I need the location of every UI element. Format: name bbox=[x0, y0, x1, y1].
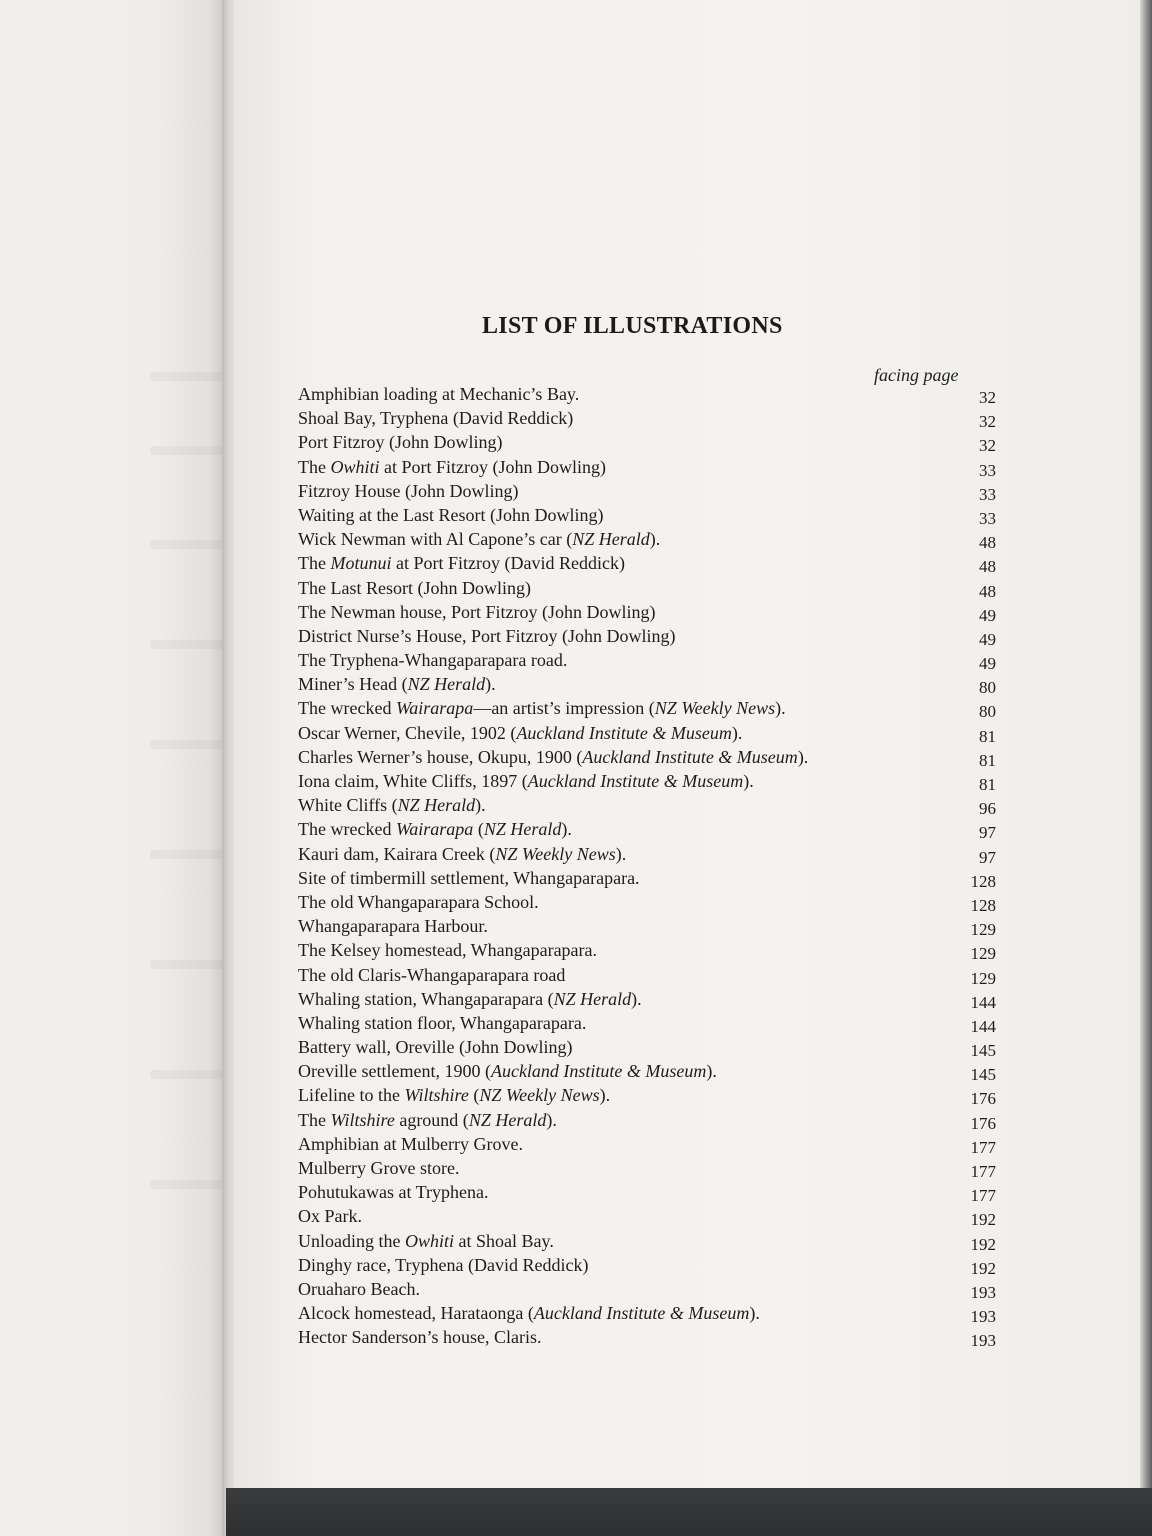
facing-page-number: 193 bbox=[970, 1282, 996, 1302]
bleed-through-text bbox=[150, 640, 226, 649]
facing-page-number: 49 bbox=[979, 654, 996, 674]
caption-segment: ). bbox=[706, 1061, 717, 1082]
facing-page-number: 129 bbox=[970, 944, 996, 964]
list-item bbox=[298, 1083, 998, 1107]
caption-segment: Mulberry Grove store. bbox=[298, 1158, 460, 1178]
caption-italic-segment: NZ Herald bbox=[483, 819, 562, 840]
facing-page-number: 49 bbox=[979, 605, 996, 625]
facing-page-number: 177 bbox=[970, 1137, 996, 1157]
caption-italic-segment: Motunui bbox=[330, 553, 392, 574]
caption-segment: at Shoal Bay. bbox=[454, 1230, 554, 1251]
illustration-caption bbox=[298, 527, 660, 551]
facing-page-number: 145 bbox=[970, 1041, 996, 1061]
caption-segment: Port Fitzroy (John Dowling) bbox=[298, 432, 503, 453]
list-item bbox=[298, 527, 998, 551]
caption-segment: ). bbox=[649, 529, 661, 550]
caption-segment: ). bbox=[743, 771, 754, 791]
illustration-caption bbox=[298, 866, 640, 890]
illustration-caption bbox=[298, 1253, 588, 1277]
illustration-caption bbox=[298, 406, 573, 430]
facing-page-number: 192 bbox=[970, 1210, 996, 1230]
list-item bbox=[298, 479, 998, 503]
caption-italic-segment: NZ Herald bbox=[572, 529, 650, 550]
facing-page-number: 177 bbox=[970, 1186, 996, 1206]
list-item bbox=[298, 600, 998, 624]
list-item bbox=[298, 817, 998, 841]
bleed-through-text bbox=[150, 850, 226, 859]
list-item bbox=[298, 1204, 998, 1228]
facing-page-number: 32 bbox=[979, 412, 996, 432]
caption-italic-segment: Auckland Institute & Museum bbox=[527, 771, 744, 791]
list-item bbox=[298, 672, 998, 696]
caption-segment: Site of timbermill settlement, Whangaparapara. bbox=[298, 867, 640, 888]
list-item bbox=[298, 1035, 998, 1059]
illustration-caption bbox=[298, 1204, 362, 1228]
caption-segment: ). bbox=[615, 843, 627, 864]
caption-segment: at Port Fitzroy (David Reddick) bbox=[391, 553, 625, 574]
caption-segment: —an artist’s impression ( bbox=[473, 698, 655, 719]
caption-italic-segment: Auckland Institute & Museum bbox=[490, 1061, 707, 1082]
caption-segment: Battery wall, Oreville (John Dowling) bbox=[298, 1037, 573, 1058]
list-item bbox=[298, 914, 998, 938]
facing-page-number: 128 bbox=[970, 871, 996, 891]
list-item bbox=[298, 769, 998, 793]
list-item bbox=[298, 430, 998, 454]
facing-page-number: 177 bbox=[970, 1162, 996, 1181]
caption-italic-segment: Wiltshire bbox=[404, 1085, 469, 1106]
caption-segment: The wrecked bbox=[298, 698, 396, 719]
facing-page-number: 32 bbox=[979, 388, 996, 407]
illustration-caption bbox=[298, 455, 606, 479]
illustration-caption bbox=[298, 842, 626, 866]
list-item bbox=[298, 1180, 998, 1204]
list-item bbox=[298, 793, 998, 817]
caption-segment: ). bbox=[561, 819, 572, 840]
caption-italic-segment: Owhiti bbox=[330, 456, 380, 477]
caption-segment: Whaling station floor, Whangaparapara. bbox=[298, 1012, 587, 1033]
caption-segment: at Port Fitzroy (John Dowling) bbox=[379, 456, 606, 477]
facing-page-number: 97 bbox=[979, 847, 996, 867]
list-item bbox=[298, 1156, 998, 1180]
facing-page-number: 48 bbox=[979, 557, 996, 577]
illustration-caption bbox=[298, 430, 503, 454]
facing-page-number: 144 bbox=[970, 1016, 996, 1036]
facing-page-number: 145 bbox=[970, 1065, 996, 1085]
list-item bbox=[298, 648, 998, 672]
facing-page-number: 81 bbox=[979, 726, 996, 746]
illustration-caption bbox=[298, 696, 786, 720]
list-item bbox=[298, 890, 998, 914]
facing-page-number: 128 bbox=[970, 895, 996, 915]
illustration-caption bbox=[298, 576, 531, 600]
illustration-caption bbox=[298, 793, 486, 817]
list-item bbox=[298, 551, 998, 575]
caption-segment: Dinghy race, Tryphena (David Reddick) bbox=[298, 1254, 589, 1275]
illustration-caption bbox=[298, 1132, 523, 1156]
facing-page-number: 192 bbox=[970, 1258, 996, 1278]
caption-segment: The old Whangaparapara School. bbox=[298, 891, 539, 912]
caption-segment: ). bbox=[631, 988, 642, 1009]
facing-page-number: 33 bbox=[979, 508, 996, 528]
bleed-through-text bbox=[150, 1070, 226, 1079]
caption-segment: Fitzroy House (John Dowling) bbox=[298, 480, 519, 501]
illustration-caption bbox=[298, 503, 604, 527]
list-item bbox=[298, 1132, 998, 1156]
caption-segment: Kauri dam, Kairara Creek ( bbox=[298, 843, 496, 864]
illustration-caption bbox=[298, 721, 742, 745]
illustration-caption bbox=[298, 648, 567, 672]
caption-segment: Pohutukawas at Tryphena. bbox=[298, 1182, 489, 1203]
caption-italic-segment: NZ Weekly News bbox=[654, 698, 776, 719]
caption-italic-segment: NZ Weekly News bbox=[479, 1085, 600, 1106]
illustration-caption bbox=[298, 551, 625, 575]
caption-italic-segment: Owhiti bbox=[404, 1230, 454, 1251]
caption-segment: District Nurse’s House, Port Fitzroy (John Dowling) bbox=[298, 625, 676, 646]
caption-segment: Oreville settlement, 1900 ( bbox=[298, 1061, 491, 1082]
facing-page-number: 129 bbox=[970, 968, 996, 988]
caption-segment: Ox Park. bbox=[298, 1206, 362, 1227]
facing-page-number: 81 bbox=[979, 775, 996, 794]
caption-italic-segment: NZ Herald bbox=[407, 674, 486, 695]
caption-segment: ). bbox=[797, 746, 809, 767]
bleed-through-text bbox=[150, 960, 226, 969]
caption-segment: ). bbox=[731, 722, 743, 743]
list-item bbox=[298, 987, 998, 1011]
list-item bbox=[298, 624, 998, 648]
caption-segment: The bbox=[298, 456, 331, 477]
caption-segment: The Newman house, Port Fitzroy (John Dowling) bbox=[298, 601, 656, 622]
facing-page-number: 193 bbox=[970, 1307, 996, 1327]
facing-page-number: 97 bbox=[979, 823, 996, 843]
column-header-facing-page: facing page bbox=[874, 365, 959, 385]
illustration-caption bbox=[298, 1180, 489, 1204]
caption-italic-segment: NZ Herald bbox=[553, 988, 632, 1009]
caption-segment: Whaling station, Whangaparapara ( bbox=[298, 988, 554, 1009]
illustration-caption bbox=[298, 745, 808, 769]
list-item bbox=[298, 1059, 998, 1083]
list-item bbox=[298, 503, 998, 527]
facing-page-number: 193 bbox=[970, 1331, 996, 1351]
caption-segment: ( bbox=[473, 819, 484, 840]
facing-page-number: 176 bbox=[970, 1113, 996, 1133]
caption-segment: Amphibian loading at Mechanic’s Bay. bbox=[298, 384, 580, 404]
illustration-caption bbox=[298, 914, 488, 938]
list-item bbox=[298, 842, 998, 866]
illustrations-list bbox=[298, 382, 998, 1350]
bleed-through-text bbox=[150, 372, 226, 381]
illustration-caption bbox=[298, 1325, 541, 1349]
list-item bbox=[298, 866, 998, 890]
list-item bbox=[298, 1325, 998, 1349]
illustration-caption bbox=[298, 1108, 557, 1132]
caption-segment: The bbox=[298, 553, 331, 574]
facing-page-number: 32 bbox=[979, 436, 996, 456]
caption-segment: ( bbox=[468, 1085, 480, 1106]
caption-segment: Miner’s Head ( bbox=[298, 674, 408, 695]
facing-page-number: 33 bbox=[979, 460, 996, 480]
caption-segment: White Cliffs ( bbox=[298, 795, 398, 816]
bleed-through-text bbox=[150, 446, 226, 455]
illustration-caption bbox=[298, 624, 675, 648]
caption-segment: Hector Sanderson’s house, Claris. bbox=[298, 1327, 542, 1348]
bleed-through-text bbox=[150, 1180, 226, 1189]
illustration-caption bbox=[298, 890, 539, 914]
caption-segment: ). bbox=[475, 795, 486, 816]
caption-segment: Alcock homestead, Harataonga ( bbox=[298, 1303, 534, 1324]
caption-segment: Oruaharo Beach. bbox=[298, 1278, 420, 1299]
illustration-caption bbox=[298, 600, 655, 624]
illustration-caption bbox=[298, 1011, 586, 1035]
facing-page-number: 48 bbox=[979, 581, 996, 601]
illustration-caption bbox=[298, 817, 572, 841]
caption-segment: Shoal Bay, Tryphena (David Reddick) bbox=[298, 408, 574, 429]
caption-italic-segment: Auckland Institute & Museum bbox=[533, 1303, 750, 1324]
list-item bbox=[298, 576, 998, 600]
list-item bbox=[298, 1229, 998, 1253]
illustration-caption bbox=[298, 963, 565, 987]
caption-segment: Lifeline to the bbox=[298, 1085, 405, 1106]
list-item bbox=[298, 1301, 998, 1325]
caption-segment: The bbox=[298, 1109, 331, 1130]
illustration-caption bbox=[298, 1035, 572, 1059]
illustration-caption bbox=[298, 1301, 760, 1325]
caption-italic-segment: Wairarapa bbox=[395, 698, 474, 719]
caption-segment: ). bbox=[749, 1303, 760, 1324]
list-item bbox=[298, 382, 998, 406]
caption-italic-segment: NZ Herald bbox=[468, 1109, 547, 1130]
illustration-caption bbox=[298, 1229, 554, 1253]
facing-page-number: 144 bbox=[970, 992, 996, 1012]
list-item bbox=[298, 963, 998, 987]
illustration-caption bbox=[298, 672, 496, 696]
facing-page-number: 129 bbox=[970, 920, 996, 940]
list-item bbox=[298, 696, 998, 720]
facing-page-number: 48 bbox=[979, 533, 996, 553]
list-item bbox=[298, 938, 998, 962]
left-page bbox=[0, 0, 226, 1536]
caption-segment: Charles Werner’s house, Okupu, 1900 ( bbox=[298, 746, 583, 767]
facing-page-number: 80 bbox=[979, 678, 996, 698]
caption-segment: Oscar Werner, Chevile, 1902 ( bbox=[298, 722, 517, 743]
bleed-through-text bbox=[150, 740, 226, 749]
caption-segment: The old Claris-Whangaparapara road bbox=[298, 964, 566, 985]
list-item bbox=[298, 1011, 998, 1035]
caption-segment: Waiting at the Last Resort (John Dowling) bbox=[298, 504, 604, 525]
caption-italic-segment: NZ Herald bbox=[397, 795, 476, 816]
list-item bbox=[298, 455, 998, 479]
caption-segment: Whangaparapara Harbour. bbox=[298, 916, 488, 937]
list-item bbox=[298, 721, 998, 745]
caption-segment: Iona claim, White Cliffs, 1897 ( bbox=[298, 771, 528, 791]
caption-segment: The wrecked bbox=[298, 819, 396, 840]
caption-segment: Unloading the bbox=[298, 1230, 405, 1251]
facing-page-number: 192 bbox=[970, 1234, 996, 1254]
caption-segment: Amphibian at Mulberry Grove. bbox=[298, 1133, 523, 1154]
illustration-caption bbox=[298, 1156, 459, 1180]
facing-page-number: 96 bbox=[979, 799, 996, 819]
list-item bbox=[298, 406, 998, 430]
caption-italic-segment: Auckland Institute & Museum bbox=[516, 722, 732, 743]
facing-page-number: 176 bbox=[970, 1089, 996, 1109]
back-cover-board bbox=[226, 1488, 1152, 1536]
illustration-caption bbox=[298, 938, 597, 962]
caption-segment: ). bbox=[599, 1085, 611, 1106]
facing-page-number: 49 bbox=[979, 629, 996, 649]
list-item bbox=[298, 1277, 998, 1301]
caption-segment: The Tryphena-Whangaparapara road. bbox=[298, 650, 568, 671]
illustration-caption bbox=[298, 1059, 717, 1083]
list-item bbox=[298, 1253, 998, 1277]
caption-italic-segment: NZ Weekly News bbox=[495, 843, 616, 864]
list-item bbox=[298, 1108, 998, 1132]
caption-segment: aground ( bbox=[394, 1109, 469, 1130]
page-title: LIST OF ILLUSTRATIONS bbox=[482, 313, 783, 339]
caption-segment: ). bbox=[775, 698, 786, 719]
illustration-caption bbox=[298, 769, 754, 793]
facing-page-number: 81 bbox=[979, 750, 996, 770]
caption-segment: Wick Newman with Al Capone’s car ( bbox=[298, 529, 573, 550]
caption-italic-segment: Wiltshire bbox=[330, 1109, 395, 1130]
facing-page-number: 80 bbox=[979, 702, 996, 722]
caption-italic-segment: Wairarapa bbox=[395, 819, 474, 840]
illustration-caption bbox=[298, 382, 579, 406]
caption-italic-segment: Auckland Institute & Museum bbox=[582, 746, 798, 767]
list-item bbox=[298, 745, 998, 769]
illustration-caption bbox=[298, 1277, 420, 1301]
facing-page-number: 33 bbox=[979, 484, 996, 504]
caption-segment: The Kelsey homestead, Whangaparapara. bbox=[298, 940, 598, 961]
bleed-through-text bbox=[150, 540, 226, 549]
caption-segment: The Last Resort (John Dowling) bbox=[298, 577, 531, 598]
illustration-caption bbox=[298, 479, 518, 503]
cover-edge bbox=[1140, 0, 1152, 1490]
illustration-caption bbox=[298, 987, 642, 1011]
illustration-caption bbox=[298, 1083, 610, 1107]
caption-segment: ). bbox=[485, 674, 496, 695]
caption-segment: ). bbox=[546, 1109, 557, 1130]
